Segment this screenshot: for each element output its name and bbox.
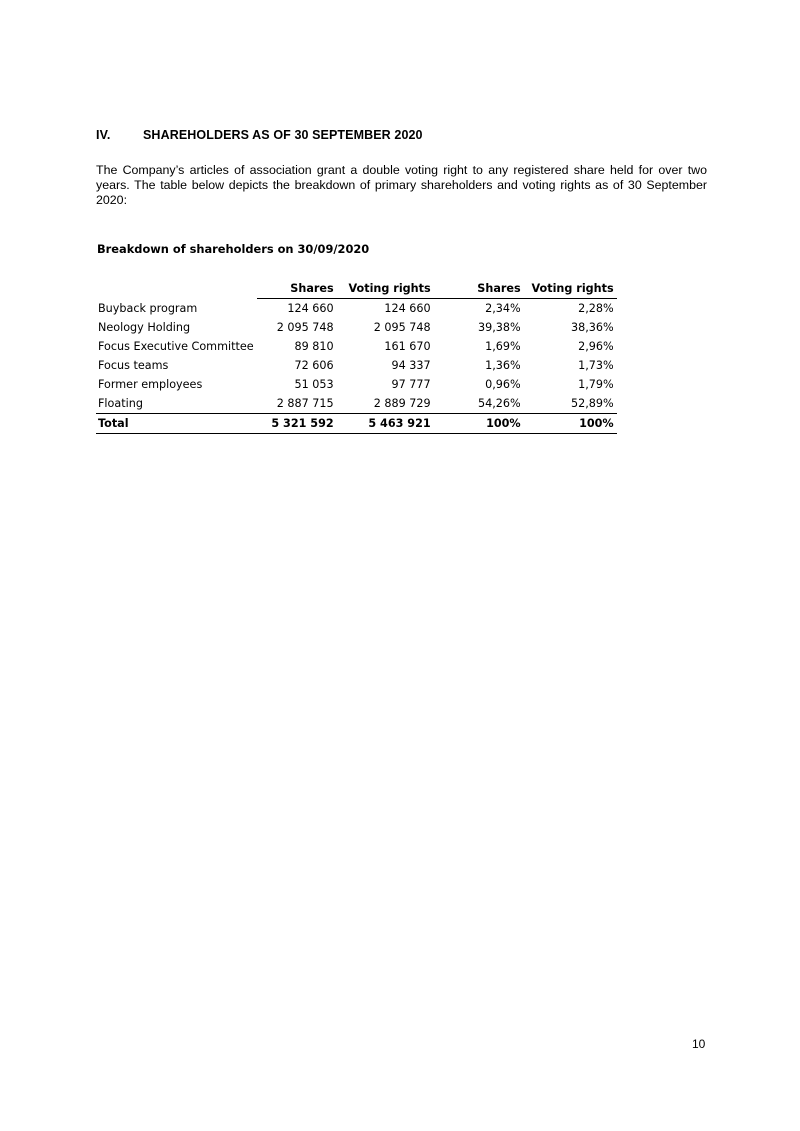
row-voting: 2 889 729 <box>373 397 431 410</box>
row-voting: 2 095 748 <box>373 321 431 334</box>
row-shares: 72 606 <box>294 359 334 372</box>
section-title: SHAREHOLDERS AS OF 30 SEPTEMBER 2020 <box>143 128 423 142</box>
total-shares: 5 321 592 <box>257 414 337 434</box>
row-voting-pct: 2,96% <box>578 340 614 353</box>
table-total-row <box>96 414 617 434</box>
row-shares-pct: 2,34% <box>485 302 521 315</box>
row-shares: 51 053 <box>294 378 334 391</box>
table-row <box>96 299 617 319</box>
row-shares: 124 660 <box>287 302 334 315</box>
total-voting-pct: 100% <box>524 414 617 434</box>
row-shares-pct: 39,38% <box>477 321 521 334</box>
table-row <box>96 394 617 414</box>
row-name: Floating <box>98 397 143 410</box>
row-shares-pct: 54,26% <box>477 397 521 410</box>
section-number: IV. <box>96 128 111 142</box>
row-voting-pct: 38,36% <box>570 321 614 334</box>
row-voting: 124 660 <box>384 302 431 315</box>
row-name: Buyback program <box>98 301 198 315</box>
total-shares-pct: 100% <box>434 414 524 434</box>
page-number: 10 <box>692 1037 706 1051</box>
header-voting-rights-pct: Voting rights <box>524 279 617 299</box>
row-name: Focus Executive Committee <box>98 340 254 353</box>
row-name: Focus teams <box>98 359 169 372</box>
table-row <box>96 356 617 375</box>
section-heading <box>96 128 716 142</box>
row-voting: 161 670 <box>384 340 431 353</box>
header-voting-rights: Voting rights <box>337 279 434 299</box>
row-voting: 97 777 <box>391 378 431 391</box>
row-shares: 2 095 748 <box>276 321 334 334</box>
row-shares-pct: 1,69% <box>485 340 521 353</box>
shareholders-table <box>96 279 617 434</box>
row-voting-pct: 1,73% <box>578 359 614 372</box>
row-name: Former employees <box>98 378 203 391</box>
table-row <box>96 337 617 356</box>
table-title: Breakdown of shareholders on 30/09/2020 <box>97 242 370 256</box>
row-voting: 94 337 <box>391 359 431 372</box>
header-blank <box>96 279 257 299</box>
intro-paragraph: The Company’s articles of association grant a double voting right to any registered share held for over two years. The table below depicts the breakdown of primary shareholders and voting rights as of 30 September 2020: <box>96 163 707 207</box>
row-shares: 89 810 <box>294 340 334 353</box>
row-name: Neology Holding <box>98 321 191 334</box>
table-header-row <box>96 279 617 299</box>
total-label: Total <box>96 414 257 434</box>
row-voting-pct: 52,89% <box>570 397 614 410</box>
row-voting-pct: 1,79% <box>578 378 614 391</box>
row-voting-pct: 2,28% <box>578 302 614 315</box>
row-shares: 2 887 715 <box>276 397 334 410</box>
total-voting: 5 463 921 <box>337 414 434 434</box>
row-shares-pct: 1,36% <box>485 359 521 372</box>
table-row <box>96 375 617 394</box>
table-row <box>96 318 617 337</box>
header-shares: Shares <box>257 279 337 299</box>
row-shares-pct: 0,96% <box>485 378 521 391</box>
table-body <box>96 299 617 414</box>
header-shares-pct: Shares <box>434 279 524 299</box>
